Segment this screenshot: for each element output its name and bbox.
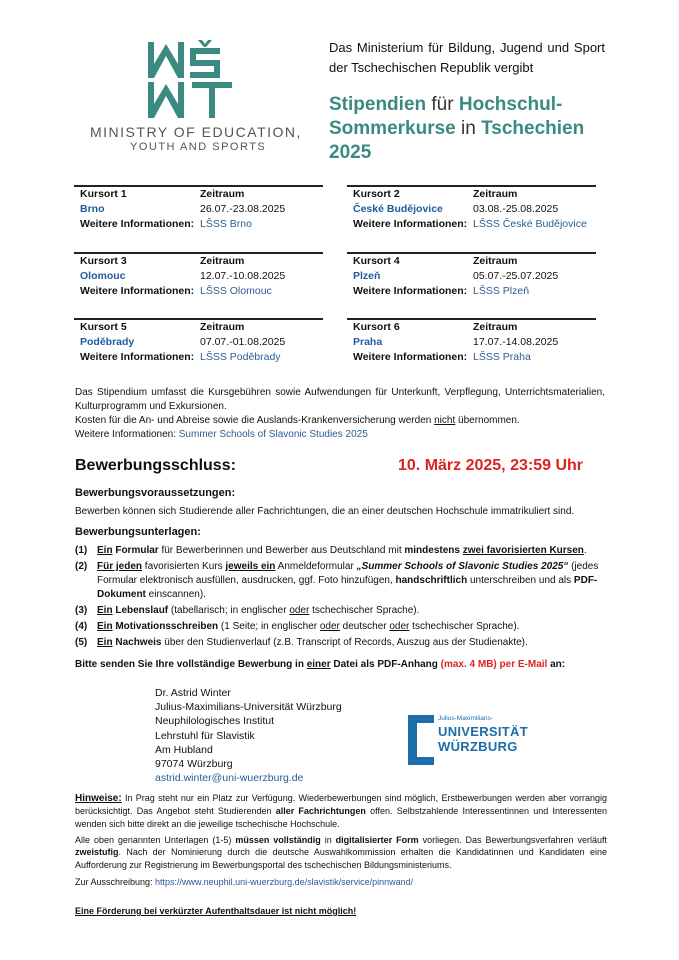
- zeitraum-label: Zeitraum: [473, 188, 518, 200]
- course-box-2: [347, 185, 596, 232]
- kursort-label: Kursort 3: [80, 255, 127, 267]
- course-box-5: [74, 318, 323, 365]
- course-city: České Budějovice: [353, 203, 443, 215]
- kursort-label: Kursort 1: [80, 188, 127, 200]
- course-dates: 03.08.-25.08.2025: [473, 203, 559, 215]
- course-box-6: [347, 318, 596, 365]
- course-dates: 05.07.-25.07.2025: [473, 270, 559, 282]
- course-city: Poděbrady: [80, 336, 135, 348]
- course-info-link[interactable]: LŠSS České Budějovice: [473, 218, 587, 230]
- requirements-heading: Bewerbungsvoraussetzungen:: [75, 487, 236, 499]
- info-label: Weitere Informationen:: [80, 218, 195, 230]
- uni-logo-bracket-icon: [408, 715, 434, 765]
- course-city: Brno: [80, 203, 105, 215]
- page-title: Stipendien für Hochschul- Sommerkurse in Tschechien 2025: [329, 94, 585, 163]
- intro-text: Das Ministerium für Bildung, Jugend und Sport der Tschechischen Republik vergibt: [329, 40, 605, 75]
- course-info-link[interactable]: LŠSS Poděbrady: [200, 351, 281, 363]
- more-info: Weitere Informationen: Summer Schools of Slavonic Studies 2025: [75, 429, 368, 440]
- course-info-link[interactable]: LŠSS Praha: [473, 351, 531, 363]
- notes-paragraph-1: Hinweise: In Prag steht nur ein Platz zur Verfügung. Wiederbewerbungen sind möglich, Erstbewerbungen werden aber vorrangig berücksichtigt. Das Angebot steht Studierenden aller Fachrichtungen offen. Selbstzahlende Interessentinnen und Interessenten wenden sich bitte direkt an die jeweilige tschechische Hochschule.: [75, 793, 607, 829]
- list-item: (4) Ein Motivationsschreiben (1 Seite; in englischer oder deutscher oder tschechischer Sprache).: [75, 621, 520, 632]
- list-item: (1) Ein Formular für Bewerberinnen und Bewerber aus Deutschland mit mindestens zwei favorisierten Kursen.: [75, 545, 587, 556]
- info-label: Weitere Informationen:: [353, 351, 468, 363]
- course-dates: 26.07.-23.08.2025: [200, 203, 286, 215]
- course-city: Praha: [353, 336, 383, 348]
- logo-line2: YOUTH AND SPORTS: [130, 141, 267, 153]
- uni-wuerzburg-logo: Julius-Maximilians- UNIVERSITÄT WÜRZBURG: [408, 715, 530, 765]
- info-label: Weitere Informationen:: [353, 285, 468, 297]
- course-box-4: [347, 252, 596, 299]
- course-city: Plzeň: [353, 270, 381, 282]
- zeitraum-label: Zeitraum: [200, 255, 245, 267]
- msmt-logo-icon: [146, 40, 266, 120]
- course-dates: 07.07.-01.08.2025: [200, 336, 286, 348]
- course-box-3: [74, 252, 323, 299]
- kursort-label: Kursort 4: [353, 255, 400, 267]
- kursort-label: Kursort 5: [80, 321, 127, 333]
- info-label: Weitere Informationen:: [80, 285, 195, 297]
- contact-name: Dr. Astrid Winter: [155, 687, 231, 699]
- requirements-text: Bewerben können sich Studierende aller Fachrichtungen, die an einer deutschen Hochschule immatrikuliert sind.: [75, 506, 575, 517]
- send-instructions: Bitte senden Sie Ihre vollständige Bewerbung in einer Datei als PDF-Anhang (max. 4 MB) per E-Mail an:: [75, 659, 566, 670]
- notes-paragraph-2: Alle oben genannten Unterlagen (1-5) müssen vollständig in digitalisierter Form vorliegen. Das Bewerbungsverfahren verläuft zweistufig. Nach der Nominierung durch die deutsche Auswahlkommission erhalten die Kandidatinnen und Kandidaten eine Aufforderung zur Registrierung im Bewerbungsportal des tschechischen Bildungsministeriums.: [75, 835, 607, 870]
- course-city: Olomouc: [80, 270, 126, 282]
- course-dates: 12.07.-10.08.2025: [200, 270, 286, 282]
- contact-city: 97074 Würzburg: [155, 758, 233, 771]
- documents-heading: Bewerbungsunterlagen:: [75, 526, 201, 538]
- final-note: Eine Förderung bei verkürzter Aufenthaltsdauer ist nicht möglich!: [75, 906, 357, 916]
- zeitraum-label: Zeitraum: [473, 255, 518, 267]
- list-item: (5) Ein Nachweis über den Studienverlauf (z.B. Transcript of Records, Auszug aus der Studienakte).: [75, 637, 528, 648]
- zeitraum-label: Zeitraum: [473, 321, 518, 333]
- course-info-link[interactable]: LŠSS Olomouc: [200, 285, 272, 297]
- contact-university: Julius-Maximilians-Universität Würzburg: [155, 701, 342, 714]
- zeitraum-label: Zeitraum: [200, 321, 245, 333]
- kursort-label: Kursort 6: [353, 321, 400, 333]
- course-dates: 17.07.-14.08.2025: [473, 336, 559, 348]
- contact-street: Am Hubland: [155, 743, 213, 756]
- contact-email-link[interactable]: astrid.winter@uni-wuerzburg.de: [155, 772, 304, 785]
- documents-list: [75, 544, 605, 652]
- contact-chair: Lehrstuhl für Slavistik: [155, 729, 255, 742]
- zeitraum-label: Zeitraum: [200, 188, 245, 200]
- course-info-link[interactable]: LŠSS Brno: [200, 218, 252, 230]
- info-label: Weitere Informationen:: [80, 351, 195, 363]
- summer-schools-link[interactable]: Summer Schools of Slavonic Studies 2025: [178, 429, 368, 440]
- call-for-applications: Zur Ausschreibung: https://www.neuphil.uni-wuerzburg.de/slavistik/service/pinnwand/: [75, 877, 414, 887]
- info-label: Weitere Informationen:: [353, 218, 468, 230]
- stipend-text: Das Stipendium umfasst die Kursgebühren sowie Aufwendungen für Unterkunft, Verpflegung, Unterrichtsmaterialien, Kulturprogramm und Exkursionen.: [75, 387, 605, 412]
- costs-text: Kosten für die An- und Abreise sowie die Auslands-Krankenversicherung werden nicht übernommen.: [75, 415, 520, 426]
- call-link[interactable]: https://www.neuphil.uni-wuerzburg.de/slavistik/service/pinnwand/: [155, 877, 414, 887]
- course-info-link[interactable]: LŠSS Plzeň: [473, 285, 530, 297]
- course-box-1: [74, 185, 323, 232]
- list-item: (2) Für jeden favorisierten Kurs jeweils ein Anmeldeformular „Summer Schools of Slavonic Studies 2025“ (jedes Formular elektronisch ausfüllen, ausdrucken, ggf. Foto hinzufügen, handschriftlich unterschreiben und als PDF-Dokument einscannen).: [75, 561, 599, 600]
- deadline-label: Bewerbungsschluss:: [75, 457, 236, 474]
- contact-address: [155, 686, 342, 785]
- deadline-value: 10. März 2025, 23:59 Uhr: [398, 457, 583, 474]
- kursort-label: Kursort 2: [353, 188, 400, 200]
- list-item: (3) Ein Lebenslauf (tabellarisch; in englischer oder tschechischer Sprache).: [75, 605, 420, 616]
- logo-line1: MINISTRY OF EDUCATION,: [90, 124, 302, 140]
- contact-institute: Neuphilologisches Institut: [155, 715, 275, 728]
